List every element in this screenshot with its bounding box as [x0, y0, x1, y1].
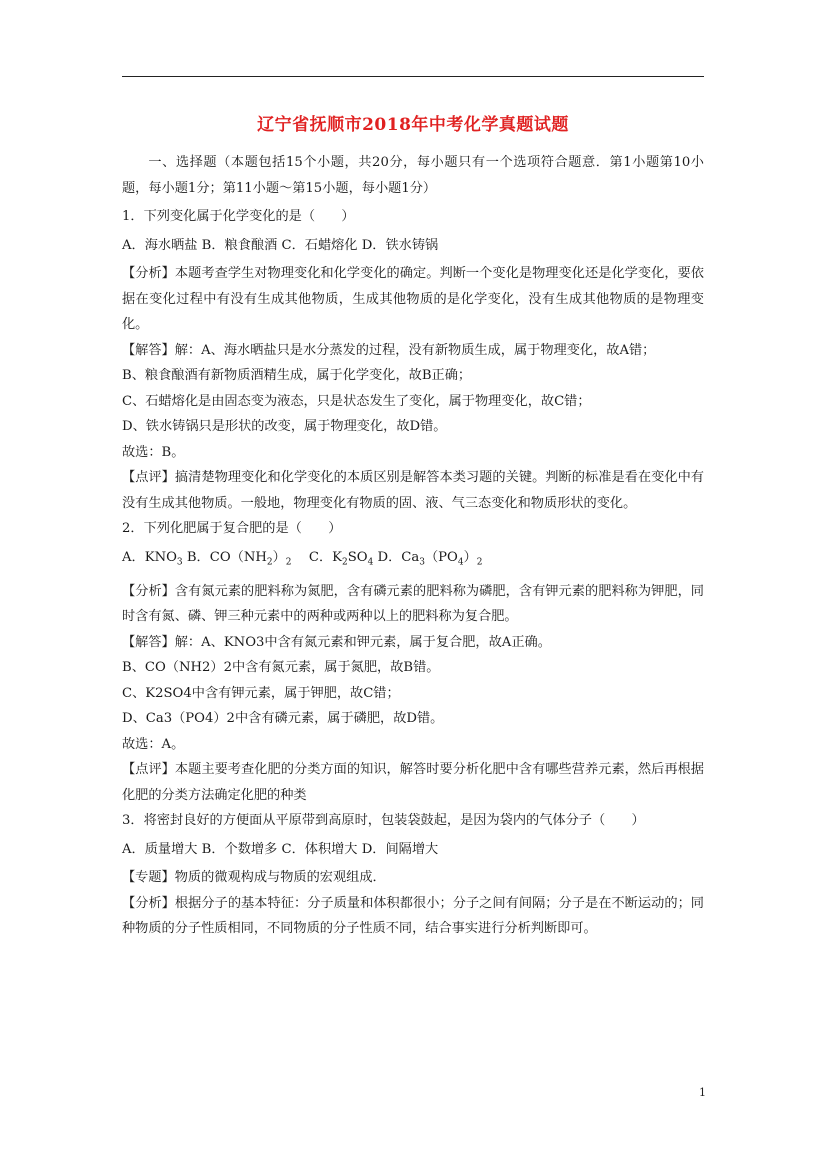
question-options: A．海水晒盐 B．粮食酿酒 C．石蜡熔化 D．铁水铸锅 [122, 237, 439, 253]
option-d-text: ） [463, 549, 477, 565]
header-rule [122, 76, 704, 77]
analysis-paragraph: 【分析】根据分子的基本特征：分子质量和体积都很小；分子之间有间隔；分子是在不断运动的；同种物质的分子性质相同，不同物质的分子性质不同，结合事实进行分析判断即可。 [122, 895, 704, 937]
answer-line: D、Ca3（PO4）2中含有磷元素，属于磷肥，故D错。 [122, 711, 444, 727]
question-3 [122, 808, 704, 942]
answer-choice: 故选：B。 [122, 444, 185, 460]
option-c-text: C．K [291, 549, 343, 565]
subscript: 2 [342, 557, 348, 568]
question-1 [122, 204, 704, 516]
answer-line: D、铁水铸锅只是形状的改变，属于物理变化，故D错。 [122, 419, 447, 434]
question-stem: 1．下列变化属于化学变化的是（ ） [122, 209, 355, 224]
subscript: 3 [419, 557, 425, 568]
question-options [122, 545, 704, 576]
subscript: 4 [457, 557, 464, 568]
subscript: 2 [266, 557, 273, 568]
answer-line: C、K2SO4中含有钾元素，属于钾肥，故C错； [122, 685, 400, 701]
option-a-text: A．KNO [122, 549, 177, 565]
answer-line: 【解答】解：A、KNO3中含有氮元素和钾元素，属于复合肥，故A正确。 [122, 634, 551, 650]
question-options: A．质量增大 B．个数增多 C．体积增大 D．间隔增大 [122, 841, 439, 857]
answer-line: C、石蜡熔化是由固态变为液态，只是状态发生了变化，属于物理变化，故C错； [122, 393, 591, 409]
option-d-text: D．Ca [373, 549, 420, 565]
answer-line: B、粮食酿酒有新物质酒精生成，属于化学变化，故B正确； [122, 368, 472, 383]
comment-paragraph: 【点评】搞清楚物理变化和化学变化的本质区别是解答本类习题的关键。判断的标准是看在变化中有没有生成其他物质。一般地，物理变化有物质的固、液、气三态变化和物质形状的变化。 [122, 470, 704, 511]
option-b-text: B．CO（NH [182, 549, 267, 565]
question-stem: 3．将密封良好的方便面从平原带到高原时，包装袋鼓起，是因为袋内的气体分子（ ） [122, 813, 645, 829]
subscript: 2 [476, 557, 483, 568]
subscript: 3 [176, 557, 183, 568]
option-c-text: SO [347, 549, 368, 565]
question-2 [122, 516, 704, 808]
answer-line: B、CO（NH2）2中含有氮元素，属于氮肥，故B错。 [122, 660, 440, 676]
answer-choice: 故选：A。 [122, 736, 185, 752]
topic-paragraph: 【专题】物质的微观构成与物质的宏观组成． [122, 870, 386, 886]
subscript: 4 [367, 557, 374, 568]
subscript: 2 [285, 557, 292, 568]
option-b-text: ） [272, 549, 286, 565]
comment-paragraph: 【点评】本题主要考查化肥的分类方面的知识，解答时要分析化肥中含有哪些营养元素，然后再根据化肥的分类方法确定化肥的种类 [122, 762, 704, 803]
analysis-paragraph: 【分析】含有氮元素的肥料称为氮肥，含有磷元素的肥料称为磷肥，含有钾元素的肥料称为钾肥，同时含有氮、磷、钾三种元素中的两种或两种以上的肥料称为复合肥。 [122, 583, 704, 625]
page-number: 1 [699, 1086, 706, 1099]
option-d-text: （PO [425, 549, 458, 565]
analysis-paragraph: 【分析】本题考查学生对物理变化和化学变化的确定。判断一个变化是物理变化还是化学变化，要依据在变化过程中有没有生成其他物质，生成其他物质的是化学变化，没有生成其他物质的是物理变化。 [122, 266, 704, 332]
answer-line: 【解答】解：A、海水晒盐只是水分蒸发的过程，没有新物质生成，属于物理变化，故A错； [122, 342, 656, 358]
question-stem: 2．下列化肥属于复合肥的是（ ） [122, 521, 342, 536]
section-heading: 一、选择题（本题包括15个小题，共20分，每小题只有一个选项符合题意．第1小题第10小题，每小题1分；第11小题～第15小题，每小题1分） [122, 155, 704, 196]
document-body [122, 150, 704, 942]
document-title: 辽宁省抚顺市2018年中考化学真题试题 [257, 115, 569, 135]
